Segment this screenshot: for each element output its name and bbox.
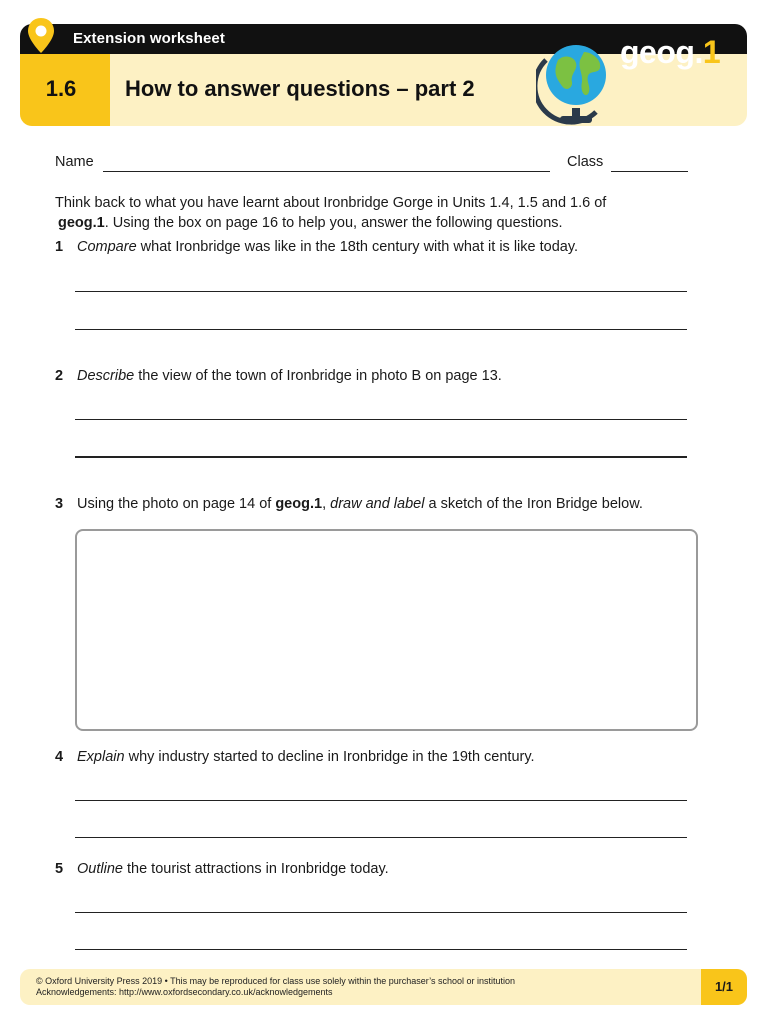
answer-line[interactable]: [75, 912, 687, 913]
worksheet-type-label: Extension worksheet: [73, 30, 225, 47]
sketch-area[interactable]: [75, 529, 698, 731]
question-4: 4 Explain why industry started to decline in Ironbridge in the 19th century.: [55, 749, 535, 765]
answer-line[interactable]: [75, 419, 687, 420]
answer-line[interactable]: [75, 837, 687, 838]
question-5: 5 Outline the tourist attractions in Ironbridge today.: [55, 861, 389, 877]
answer-line[interactable]: [75, 949, 687, 950]
instructions: [55, 193, 695, 233]
page-number: 1/1: [701, 969, 747, 1005]
answer-line[interactable]: [75, 800, 687, 801]
name-label: Name: [55, 154, 94, 170]
answer-line[interactable]: [75, 291, 687, 292]
question-2: 2 Describe the view of the town of Ironbridge in photo B on page 13.: [55, 368, 502, 384]
name-field[interactable]: [103, 171, 550, 172]
instructions-line-2: geog.1. Using the box on page 16 to help you, answer the following questions.: [58, 215, 563, 231]
instructions-line-1: Think back to what you have learnt about Ironbridge Gorge in Units 1.4, 1.5 and 1.6 of: [55, 195, 607, 211]
question-3: 3 Using the photo on page 14 of geog.1, draw and label a sketch of the Iron Bridge below.: [55, 496, 643, 512]
unit-number: 1.6: [45, 76, 77, 101]
copyright-notice: © Oxford University Press 2019 • This may be reproduced for class use solely within the purchaser’s school or institution Acknowledgements: http://www.oxfordsecondary.co.uk/acknowledgements: [36, 976, 515, 997]
brand-logo: geog.1: [620, 34, 721, 70]
class-field[interactable]: [611, 171, 688, 172]
answer-line[interactable]: [75, 456, 687, 458]
answer-line[interactable]: [75, 329, 687, 330]
location-pin-icon: [26, 16, 56, 56]
footer: [20, 969, 747, 1005]
question-1: 1 Compare what Ironbridge was like in the 18th century with what it is like today.: [55, 239, 579, 255]
globe-icon: [536, 30, 616, 128]
page-title: How to answer questions – part 2: [125, 76, 475, 101]
class-label: Class: [567, 154, 604, 170]
